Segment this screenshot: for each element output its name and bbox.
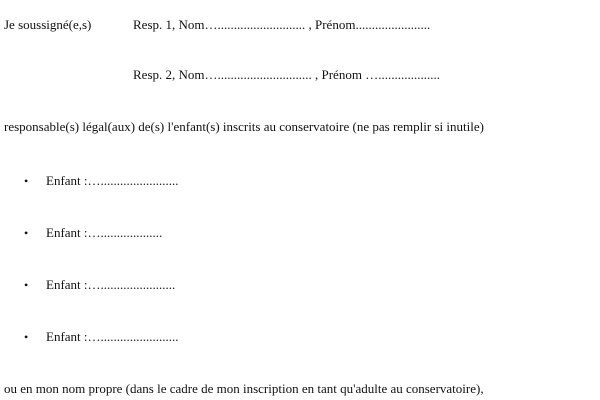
resp1-line: Resp. 1, Nom…........................... , Prénom.......................	[133, 17, 431, 32]
child-label-1: Enfant :…........................	[46, 173, 179, 188]
bullet-icon: •	[24, 330, 29, 344]
resp2-line: Resp. 2, Nom…............................. , Prénom …...................	[133, 67, 440, 82]
child-label-3: Enfant :….......................	[46, 277, 176, 292]
bullet-icon: •	[24, 174, 29, 188]
child-label-4: Enfant :…........................	[46, 329, 179, 344]
signer-label: Je soussigné(e,s)	[4, 17, 92, 32]
guardian-statement: responsable(s) légal(aux) de(s) l'enfant(s) inscrits au conservatoire (ne pas remplir si inutile)	[4, 119, 484, 134]
bullet-icon: •	[24, 226, 29, 240]
own-name-statement: ou en mon nom propre (dans le cadre de mon inscription en tant qu'adulte au conservatoire),	[4, 381, 484, 396]
bullet-icon: •	[24, 278, 29, 292]
child-label-2: Enfant :…...................	[46, 225, 163, 240]
